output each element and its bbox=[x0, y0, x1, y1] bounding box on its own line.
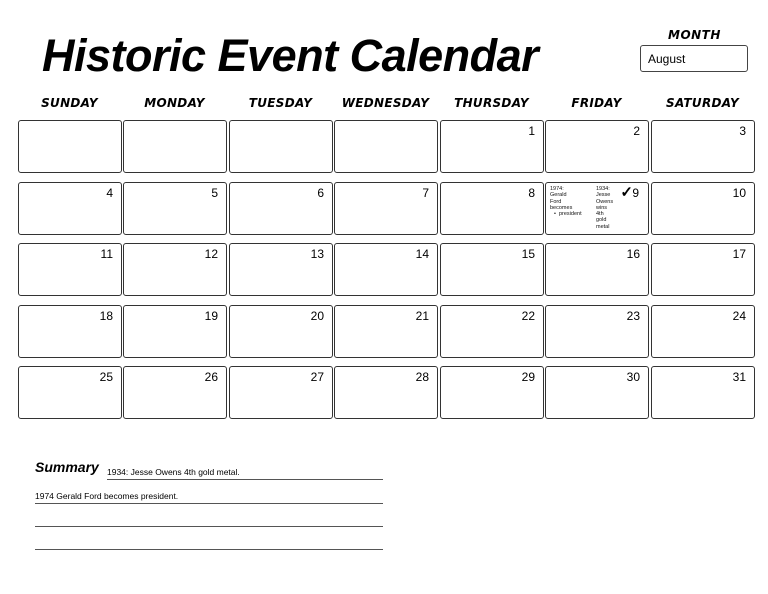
calendar-day-cell[interactable] bbox=[545, 243, 649, 296]
calendar-day-cell[interactable] bbox=[545, 120, 649, 173]
day-number: 23 bbox=[626, 309, 640, 323]
day-number: 18 bbox=[99, 309, 113, 323]
day-number: 19 bbox=[204, 309, 218, 323]
calendar-day-cell[interactable] bbox=[18, 243, 122, 296]
event-note bbox=[550, 186, 590, 217]
calendar-empty-cell[interactable] bbox=[123, 120, 227, 173]
summary-line-1[interactable]: 1934: Jesse Owens 4th gold metal. bbox=[107, 465, 383, 480]
day-number: 4 bbox=[106, 186, 113, 200]
calendar-day-cell[interactable] bbox=[18, 305, 122, 358]
weekday-wednesday: WEDNESDAY bbox=[341, 96, 430, 110]
summary-line-4[interactable] bbox=[35, 535, 383, 550]
day-number: 26 bbox=[204, 370, 218, 384]
day-number: 28 bbox=[415, 370, 429, 384]
day-number: 9 bbox=[632, 186, 639, 200]
summary-line-3[interactable] bbox=[35, 512, 383, 527]
calendar-day-cell[interactable] bbox=[229, 366, 333, 419]
event-note-line: gold bbox=[596, 217, 607, 224]
calendar-day-cell[interactable] bbox=[440, 305, 544, 358]
calendar-day-cell[interactable] bbox=[440, 366, 544, 419]
day-number: 13 bbox=[310, 247, 324, 261]
calendar-day-cell[interactable] bbox=[18, 182, 122, 235]
calendar-day-cell[interactable] bbox=[229, 182, 333, 235]
day-number: 21 bbox=[415, 309, 429, 323]
day-number: 22 bbox=[521, 309, 535, 323]
day-number: 1 bbox=[528, 124, 535, 138]
event-note-line: Ford bbox=[550, 198, 562, 205]
weekday-monday: MONDAY bbox=[144, 96, 205, 110]
calendar-day-cell[interactable] bbox=[334, 305, 438, 358]
calendar-day-cell[interactable] bbox=[123, 243, 227, 296]
day-number: 20 bbox=[310, 309, 324, 323]
weekday-thursday: THURSDAY bbox=[454, 96, 529, 110]
weekday-friday: FRIDAY bbox=[571, 96, 622, 110]
day-number: 24 bbox=[732, 309, 746, 323]
calendar-day-cell[interactable] bbox=[440, 120, 544, 173]
calendar-day-cell[interactable] bbox=[440, 182, 544, 235]
event-note-line: becomes bbox=[550, 204, 573, 211]
calendar-day-cell[interactable] bbox=[545, 182, 649, 235]
day-number: 25 bbox=[99, 370, 113, 384]
calendar-day-cell[interactable] bbox=[123, 366, 227, 419]
day-number: 17 bbox=[732, 247, 746, 261]
summary-label: Summary bbox=[35, 459, 99, 475]
day-number: 14 bbox=[415, 247, 429, 261]
month-field[interactable]: August bbox=[640, 45, 748, 72]
calendar-day-cell[interactable] bbox=[545, 305, 649, 358]
page-title: Historic Event Calendar bbox=[42, 30, 539, 81]
day-number: 8 bbox=[528, 186, 535, 200]
day-number: 30 bbox=[626, 370, 640, 384]
day-number: 27 bbox=[310, 370, 324, 384]
calendar-day-cell[interactable] bbox=[229, 305, 333, 358]
day-number: 29 bbox=[521, 370, 535, 384]
day-number: 16 bbox=[626, 247, 640, 261]
calendar-day-cell[interactable] bbox=[651, 305, 755, 358]
calendar-day-cell[interactable] bbox=[334, 243, 438, 296]
calendar-day-cell[interactable] bbox=[123, 182, 227, 235]
event-note-line: wins bbox=[596, 204, 608, 211]
event-note-line: Owens bbox=[596, 198, 614, 205]
day-number: 12 bbox=[204, 247, 218, 261]
day-number: 10 bbox=[732, 186, 746, 200]
calendar-day-cell[interactable] bbox=[229, 243, 333, 296]
day-number: 15 bbox=[521, 247, 535, 261]
day-number: 11 bbox=[100, 247, 113, 261]
event-note-line: 1934: bbox=[596, 186, 610, 192]
checkmark-icon: ✓ bbox=[620, 184, 633, 201]
event-note-line: • president bbox=[554, 211, 582, 218]
calendar-empty-cell[interactable] bbox=[18, 120, 122, 173]
calendar-empty-cell[interactable] bbox=[229, 120, 333, 173]
event-note-line: 4th bbox=[596, 211, 604, 218]
weekday-saturday: SATURDAY bbox=[666, 96, 739, 110]
event-note-line: metal bbox=[596, 223, 610, 230]
calendar-day-cell[interactable] bbox=[334, 182, 438, 235]
weekday-sunday: SUNDAY bbox=[41, 96, 98, 110]
calendar-day-cell[interactable] bbox=[651, 366, 755, 419]
summary-line-2[interactable]: 1974 Gerald Ford becomes president. bbox=[35, 489, 383, 504]
day-number: 3 bbox=[739, 124, 746, 138]
day-number: 7 bbox=[422, 186, 429, 200]
event-note-line: Jesse bbox=[596, 192, 611, 199]
weekday-tuesday: TUESDAY bbox=[248, 96, 313, 110]
calendar-day-cell[interactable] bbox=[334, 366, 438, 419]
day-number: 6 bbox=[317, 186, 324, 200]
calendar-day-cell[interactable] bbox=[651, 243, 755, 296]
month-label: MONTH bbox=[668, 28, 721, 42]
calendar-day-cell[interactable] bbox=[18, 366, 122, 419]
calendar-day-cell[interactable] bbox=[123, 305, 227, 358]
calendar-day-cell[interactable] bbox=[440, 243, 544, 296]
event-note-line: 1974: bbox=[550, 186, 564, 192]
day-number: 2 bbox=[633, 124, 640, 138]
calendar-day-cell[interactable] bbox=[545, 366, 649, 419]
day-number: 5 bbox=[211, 186, 218, 200]
calendar-day-cell[interactable] bbox=[651, 182, 755, 235]
event-note bbox=[596, 186, 618, 230]
calendar-empty-cell[interactable] bbox=[334, 120, 438, 173]
day-number: 31 bbox=[732, 370, 746, 384]
event-note-line: Gerald bbox=[550, 192, 567, 199]
calendar-day-cell[interactable] bbox=[651, 120, 755, 173]
